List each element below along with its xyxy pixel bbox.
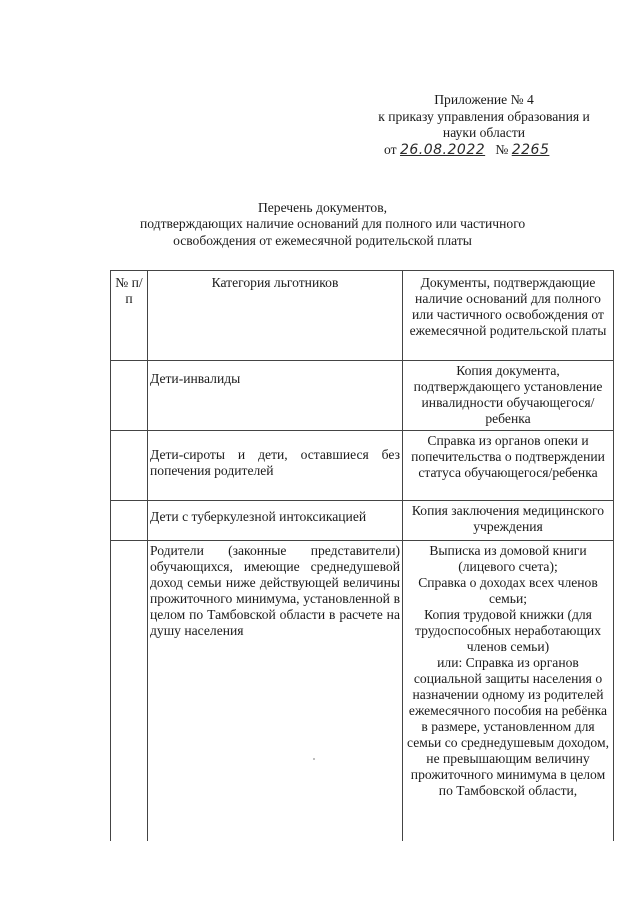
appendix-department: науки области xyxy=(442,125,526,140)
row-documents: Справка из органов опеки и попечительства о подтверждении статуса обучающегося/ребенка xyxy=(403,431,614,501)
row-category-cell xyxy=(148,541,403,841)
row-documents: Копия заключения медицинского учреждения xyxy=(403,501,614,541)
heading-line-1: Перечень документов, xyxy=(257,200,388,215)
handwritten-number: 2265 xyxy=(511,141,550,158)
appendix-date-line xyxy=(360,142,608,160)
row-num xyxy=(111,541,148,841)
document-item: Копия трудовой книжки (для трудоспособных неработающих членов семьи) xyxy=(414,607,602,654)
table-row xyxy=(111,541,614,841)
document-heading xyxy=(140,200,526,249)
row-category-cell xyxy=(148,431,403,501)
handwritten-date: 26.08.2022 xyxy=(399,141,486,158)
number-prefix: № xyxy=(495,141,509,157)
appendix-order-ref: к приказу управления образования и xyxy=(378,108,590,124)
header-documents: Документы, подтверждающие наличие оснований для полного или частичного освобождения от ежемесячной родительской платы xyxy=(403,271,614,361)
date-prefix: от xyxy=(384,141,397,157)
row-category-cell xyxy=(148,501,403,541)
document-item: или: Справка из органов социальной защиты населения о назначении одному из родителей ежемесячного пособия на ребёнка в размере, установленном для семьи со среднедушевым доходом, не превышающим величину прожиточного минимума в целом по Тамбовской области, xyxy=(407,655,609,798)
row-num xyxy=(111,501,148,541)
benefits-documents-table xyxy=(110,270,614,841)
heading-line-2: подтверждающих наличие оснований для полного или частичного xyxy=(140,216,526,232)
document-item: Справка о доходах всех членов семьи; xyxy=(418,575,598,606)
table-header-row xyxy=(111,271,614,361)
table-row xyxy=(111,361,614,431)
scan-speck xyxy=(313,758,315,760)
row-category-cell xyxy=(148,361,403,431)
row-num xyxy=(111,361,148,431)
header-num: № п/п xyxy=(111,271,148,361)
row-category: Родители (законные представители) обучающихся, имеющие среднедушевой доход семьи ниже действующей величины прожиточного минимума, установленной в целом по Тамбовской области в расчете на душу населения xyxy=(150,543,400,638)
heading-line-3: освобождения от ежемесячной родительской платы xyxy=(173,232,472,248)
row-category: Дети с туберкулезной интоксикацией xyxy=(150,509,367,524)
header-category: Категория льготников xyxy=(211,275,339,290)
row-num xyxy=(111,431,148,501)
row-category: Дети-сироты и дети, оставшиеся без попечения родителей xyxy=(150,447,400,478)
row-category: Дети-инвалиды xyxy=(150,371,241,386)
table-row xyxy=(111,431,614,501)
appendix-block xyxy=(360,92,608,160)
header-category-cell xyxy=(148,271,403,361)
row-documents: Копия документа, подтверждающего установление инвалидности обучающегося/ребенка xyxy=(403,361,614,431)
appendix-title: Приложение № 4 xyxy=(434,92,534,107)
table-row xyxy=(111,501,614,541)
document-item: Выписка из домовой книги (лицевого счета); xyxy=(429,543,587,574)
row-documents-list xyxy=(403,541,614,841)
